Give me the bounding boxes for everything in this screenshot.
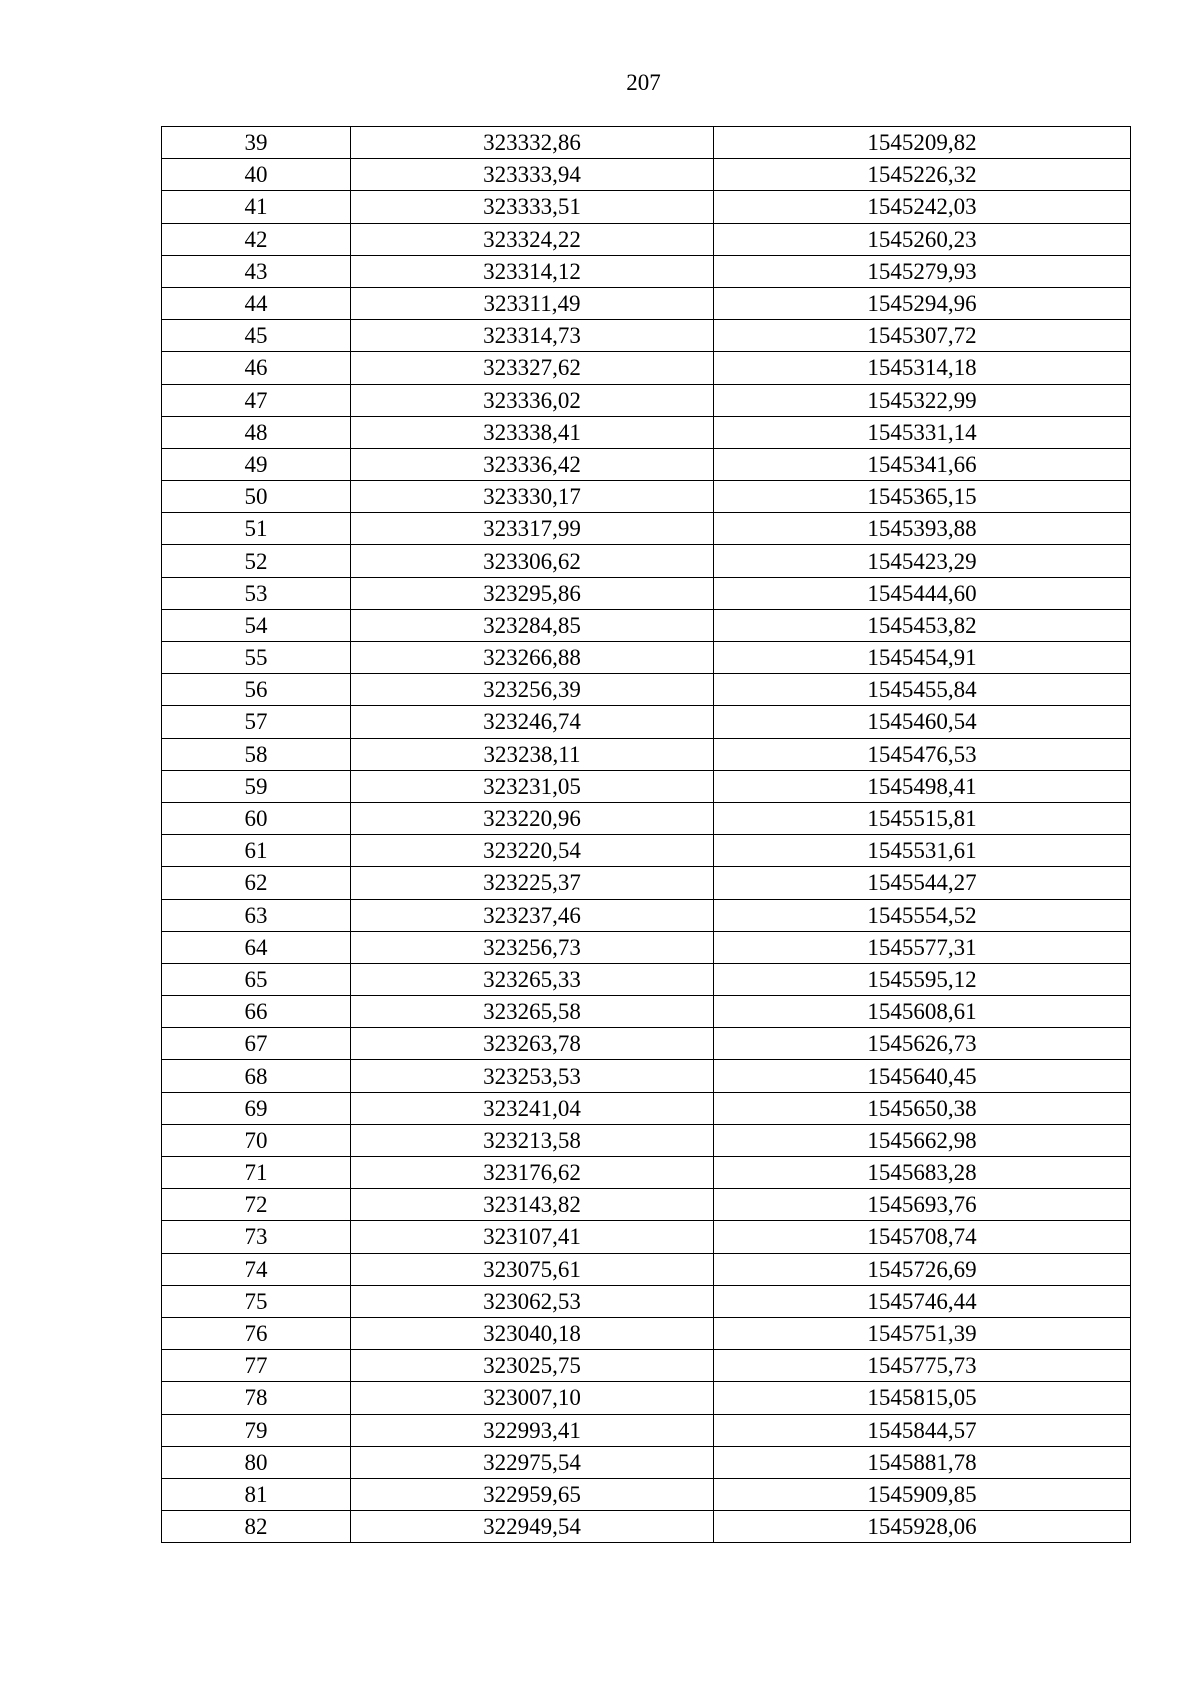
- x-coordinate-cell: 323062,53: [351, 1285, 714, 1317]
- table-row: [162, 867, 1131, 899]
- x-coordinate-cell: 323241,04: [351, 1092, 714, 1124]
- x-coordinate-cell: 323007,10: [351, 1382, 714, 1414]
- point-number-cell: 82: [162, 1511, 351, 1543]
- table-row: [162, 287, 1131, 319]
- y-coordinate-cell: 1545726,69: [714, 1253, 1131, 1285]
- point-number-cell: 48: [162, 416, 351, 448]
- table-row: [162, 1060, 1131, 1092]
- table-row: [162, 1157, 1131, 1189]
- point-number-cell: 50: [162, 481, 351, 513]
- point-number-cell: 53: [162, 577, 351, 609]
- table-row: [162, 1028, 1131, 1060]
- table-row: [162, 577, 1131, 609]
- point-number-cell: 62: [162, 867, 351, 899]
- point-number-cell: 54: [162, 609, 351, 641]
- x-coordinate-cell: 323265,33: [351, 963, 714, 995]
- table-row: [162, 1092, 1131, 1124]
- y-coordinate-cell: 1545544,27: [714, 867, 1131, 899]
- table-row: [162, 931, 1131, 963]
- x-coordinate-cell: 323075,61: [351, 1253, 714, 1285]
- y-coordinate-cell: 1545209,82: [714, 127, 1131, 159]
- x-coordinate-cell: 323324,22: [351, 223, 714, 255]
- y-coordinate-cell: 1545331,14: [714, 416, 1131, 448]
- x-coordinate-cell: 323025,75: [351, 1350, 714, 1382]
- point-number-cell: 44: [162, 287, 351, 319]
- x-coordinate-cell: 323266,88: [351, 642, 714, 674]
- y-coordinate-cell: 1545650,38: [714, 1092, 1131, 1124]
- y-coordinate-cell: 1545775,73: [714, 1350, 1131, 1382]
- point-number-cell: 69: [162, 1092, 351, 1124]
- x-coordinate-cell: 323295,86: [351, 577, 714, 609]
- point-number-cell: 59: [162, 770, 351, 802]
- x-coordinate-cell: 323332,86: [351, 127, 714, 159]
- table-row: [162, 609, 1131, 641]
- x-coordinate-cell: 323336,02: [351, 384, 714, 416]
- point-number-cell: 55: [162, 642, 351, 674]
- table-row: [162, 513, 1131, 545]
- y-coordinate-cell: 1545928,06: [714, 1511, 1131, 1543]
- x-coordinate-cell: 323237,46: [351, 899, 714, 931]
- point-number-cell: 49: [162, 448, 351, 480]
- x-coordinate-cell: 323327,62: [351, 352, 714, 384]
- y-coordinate-cell: 1545307,72: [714, 320, 1131, 352]
- point-number-cell: 58: [162, 738, 351, 770]
- table-row: [162, 352, 1131, 384]
- x-coordinate-cell: 323256,39: [351, 674, 714, 706]
- table-row: [162, 770, 1131, 802]
- point-number-cell: 72: [162, 1189, 351, 1221]
- table-row: [162, 1189, 1131, 1221]
- table-row: [162, 448, 1131, 480]
- x-coordinate-cell: 323238,11: [351, 738, 714, 770]
- table-row: [162, 674, 1131, 706]
- y-coordinate-cell: 1545608,61: [714, 996, 1131, 1028]
- point-number-cell: 80: [162, 1446, 351, 1478]
- point-number-cell: 39: [162, 127, 351, 159]
- y-coordinate-cell: 1545531,61: [714, 835, 1131, 867]
- y-coordinate-cell: 1545881,78: [714, 1446, 1131, 1478]
- table-row: [162, 223, 1131, 255]
- y-coordinate-cell: 1545314,18: [714, 352, 1131, 384]
- point-number-cell: 65: [162, 963, 351, 995]
- table-row: [162, 738, 1131, 770]
- x-coordinate-cell: 322959,65: [351, 1478, 714, 1510]
- x-coordinate-cell: 323338,41: [351, 416, 714, 448]
- table-row: [162, 416, 1131, 448]
- table-row: [162, 1478, 1131, 1510]
- x-coordinate-cell: 323317,99: [351, 513, 714, 545]
- y-coordinate-cell: 1545453,82: [714, 609, 1131, 641]
- point-number-cell: 79: [162, 1414, 351, 1446]
- x-coordinate-cell: 323220,96: [351, 802, 714, 834]
- y-coordinate-cell: 1545423,29: [714, 545, 1131, 577]
- table-row: [162, 1317, 1131, 1349]
- table-row: [162, 963, 1131, 995]
- x-coordinate-cell: 323333,51: [351, 191, 714, 223]
- table-row: [162, 481, 1131, 513]
- y-coordinate-cell: 1545322,99: [714, 384, 1131, 416]
- table-row: [162, 320, 1131, 352]
- x-coordinate-cell: 323284,85: [351, 609, 714, 641]
- x-coordinate-cell: 323246,74: [351, 706, 714, 738]
- y-coordinate-cell: 1545226,32: [714, 159, 1131, 191]
- y-coordinate-cell: 1545662,98: [714, 1124, 1131, 1156]
- page-number: 207: [626, 70, 661, 95]
- point-number-cell: 41: [162, 191, 351, 223]
- y-coordinate-cell: 1545393,88: [714, 513, 1131, 545]
- x-coordinate-cell: 323220,54: [351, 835, 714, 867]
- point-number-cell: 64: [162, 931, 351, 963]
- table-row: [162, 1253, 1131, 1285]
- x-coordinate-cell: 323256,73: [351, 931, 714, 963]
- y-coordinate-cell: 1545454,91: [714, 642, 1131, 674]
- point-number-cell: 47: [162, 384, 351, 416]
- point-number-cell: 61: [162, 835, 351, 867]
- x-coordinate-cell: 323263,78: [351, 1028, 714, 1060]
- point-number-cell: 71: [162, 1157, 351, 1189]
- x-coordinate-cell: 323107,41: [351, 1221, 714, 1253]
- y-coordinate-cell: 1545640,45: [714, 1060, 1131, 1092]
- y-coordinate-cell: 1545554,52: [714, 899, 1131, 931]
- point-number-cell: 51: [162, 513, 351, 545]
- table-row: [162, 1350, 1131, 1382]
- table-row: [162, 255, 1131, 287]
- point-number-cell: 60: [162, 802, 351, 834]
- point-number-cell: 42: [162, 223, 351, 255]
- x-coordinate-cell: 322993,41: [351, 1414, 714, 1446]
- table-row: [162, 1221, 1131, 1253]
- x-coordinate-cell: 323253,53: [351, 1060, 714, 1092]
- y-coordinate-cell: 1545909,85: [714, 1478, 1131, 1510]
- y-coordinate-cell: 1545693,76: [714, 1189, 1131, 1221]
- y-coordinate-cell: 1545365,15: [714, 481, 1131, 513]
- y-coordinate-cell: 1545341,66: [714, 448, 1131, 480]
- x-coordinate-cell: 323143,82: [351, 1189, 714, 1221]
- x-coordinate-cell: 323265,58: [351, 996, 714, 1028]
- y-coordinate-cell: 1545294,96: [714, 287, 1131, 319]
- x-coordinate-cell: 323314,12: [351, 255, 714, 287]
- y-coordinate-cell: 1545751,39: [714, 1317, 1131, 1349]
- y-coordinate-cell: 1545460,54: [714, 706, 1131, 738]
- y-coordinate-cell: 1545260,23: [714, 223, 1131, 255]
- point-number-cell: 45: [162, 320, 351, 352]
- table-row: [162, 835, 1131, 867]
- y-coordinate-cell: 1545498,41: [714, 770, 1131, 802]
- table-row: [162, 1124, 1131, 1156]
- y-coordinate-cell: 1545746,44: [714, 1285, 1131, 1317]
- y-coordinate-cell: 1545455,84: [714, 674, 1131, 706]
- table-row: [162, 899, 1131, 931]
- x-coordinate-cell: 322949,54: [351, 1511, 714, 1543]
- table-row: [162, 1511, 1131, 1543]
- y-coordinate-cell: 1545444,60: [714, 577, 1131, 609]
- table-row: [162, 127, 1131, 159]
- point-number-cell: 43: [162, 255, 351, 287]
- point-number-cell: 40: [162, 159, 351, 191]
- table-row: [162, 384, 1131, 416]
- table-row: [162, 642, 1131, 674]
- point-number-cell: 81: [162, 1478, 351, 1510]
- point-number-cell: 70: [162, 1124, 351, 1156]
- y-coordinate-cell: 1545815,05: [714, 1382, 1131, 1414]
- table-row: [162, 706, 1131, 738]
- x-coordinate-cell: 323225,37: [351, 867, 714, 899]
- point-number-cell: 75: [162, 1285, 351, 1317]
- x-coordinate-cell: 323330,17: [351, 481, 714, 513]
- x-coordinate-cell: 323311,49: [351, 287, 714, 319]
- y-coordinate-cell: 1545844,57: [714, 1414, 1131, 1446]
- table-row: [162, 1382, 1131, 1414]
- y-coordinate-cell: 1545626,73: [714, 1028, 1131, 1060]
- point-number-cell: 67: [162, 1028, 351, 1060]
- point-number-cell: 68: [162, 1060, 351, 1092]
- y-coordinate-cell: 1545577,31: [714, 931, 1131, 963]
- point-number-cell: 76: [162, 1317, 351, 1349]
- y-coordinate-cell: 1545683,28: [714, 1157, 1131, 1189]
- point-number-cell: 52: [162, 545, 351, 577]
- coordinates-table: [161, 126, 1131, 1543]
- table-row: [162, 996, 1131, 1028]
- y-coordinate-cell: 1545515,81: [714, 802, 1131, 834]
- x-coordinate-cell: 322975,54: [351, 1446, 714, 1478]
- y-coordinate-cell: 1545242,03: [714, 191, 1131, 223]
- coordinates-table-body: [162, 127, 1131, 1543]
- y-coordinate-cell: 1545595,12: [714, 963, 1131, 995]
- point-number-cell: 74: [162, 1253, 351, 1285]
- point-number-cell: 78: [162, 1382, 351, 1414]
- table-row: [162, 545, 1131, 577]
- table-row: [162, 159, 1131, 191]
- point-number-cell: 73: [162, 1221, 351, 1253]
- y-coordinate-cell: 1545476,53: [714, 738, 1131, 770]
- x-coordinate-cell: 323213,58: [351, 1124, 714, 1156]
- y-coordinate-cell: 1545708,74: [714, 1221, 1131, 1253]
- x-coordinate-cell: 323231,05: [351, 770, 714, 802]
- x-coordinate-cell: 323333,94: [351, 159, 714, 191]
- point-number-cell: 46: [162, 352, 351, 384]
- x-coordinate-cell: 323176,62: [351, 1157, 714, 1189]
- table-row: [162, 1285, 1131, 1317]
- table-row: [162, 1446, 1131, 1478]
- point-number-cell: 77: [162, 1350, 351, 1382]
- point-number-cell: 57: [162, 706, 351, 738]
- table-row: [162, 191, 1131, 223]
- point-number-cell: 63: [162, 899, 351, 931]
- point-number-cell: 66: [162, 996, 351, 1028]
- table-row: [162, 802, 1131, 834]
- x-coordinate-cell: 323040,18: [351, 1317, 714, 1349]
- x-coordinate-cell: 323314,73: [351, 320, 714, 352]
- y-coordinate-cell: 1545279,93: [714, 255, 1131, 287]
- x-coordinate-cell: 323306,62: [351, 545, 714, 577]
- table-row: [162, 1414, 1131, 1446]
- point-number-cell: 56: [162, 674, 351, 706]
- x-coordinate-cell: 323336,42: [351, 448, 714, 480]
